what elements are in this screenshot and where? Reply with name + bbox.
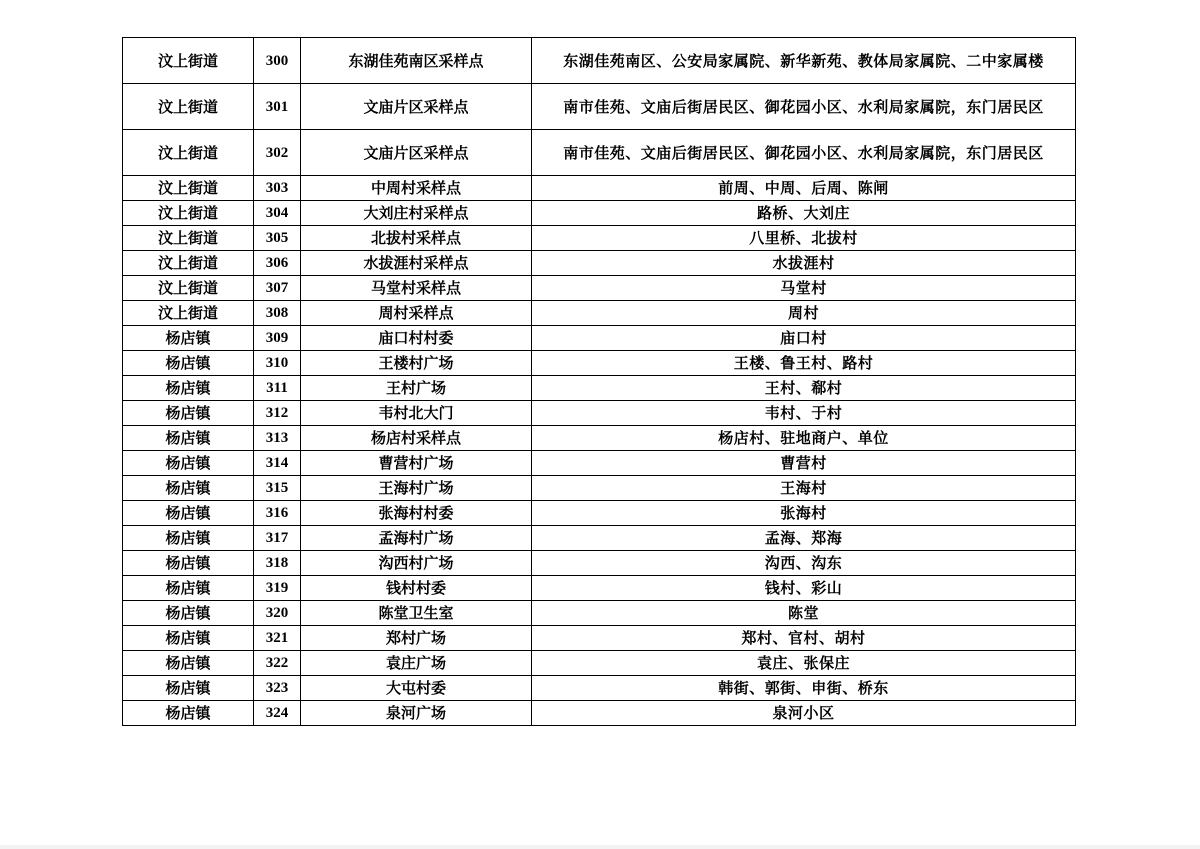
area-cell: 前周、中周、后周、陈闸	[532, 176, 1076, 201]
number-cell: 300	[254, 38, 301, 84]
area-cell: 南市佳苑、文庙后街居民区、御花园小区、水利局家属院，东门居民区	[532, 130, 1076, 176]
town-cell: 汶上街道	[123, 130, 254, 176]
table-row	[123, 601, 1076, 626]
page-bottom-edge	[0, 845, 1200, 849]
area-cell: 东湖佳苑南区、公安局家属院、新华新苑、教体局家属院、二中家属楼	[532, 38, 1076, 84]
town-cell: 杨店镇	[123, 401, 254, 426]
site-cell: 东湖佳苑南区采样点	[301, 38, 532, 84]
area-cell: 张海村	[532, 501, 1076, 526]
number-cell: 315	[254, 476, 301, 501]
site-cell: 孟海村广场	[301, 526, 532, 551]
town-cell: 杨店镇	[123, 576, 254, 601]
town-cell: 杨店镇	[123, 426, 254, 451]
area-cell: 马堂村	[532, 276, 1076, 301]
area-cell: 韦村、于村	[532, 401, 1076, 426]
area-cell: 王村、郗村	[532, 376, 1076, 401]
number-cell: 322	[254, 651, 301, 676]
town-cell: 杨店镇	[123, 351, 254, 376]
sampling-sites-table	[122, 37, 1076, 726]
site-cell: 钱村村委	[301, 576, 532, 601]
table-row	[123, 38, 1076, 84]
table-row	[123, 701, 1076, 726]
table-row	[123, 201, 1076, 226]
site-cell: 王村广场	[301, 376, 532, 401]
area-cell: 八里桥、北拔村	[532, 226, 1076, 251]
table-row	[123, 84, 1076, 130]
site-cell: 马堂村采样点	[301, 276, 532, 301]
table-row	[123, 226, 1076, 251]
town-cell: 杨店镇	[123, 326, 254, 351]
table-row	[123, 251, 1076, 276]
site-cell: 周村采样点	[301, 301, 532, 326]
area-cell: 南市佳苑、文庙后街居民区、御花园小区、水利局家属院，东门居民区	[532, 84, 1076, 130]
table-row	[123, 676, 1076, 701]
site-cell: 文庙片区采样点	[301, 84, 532, 130]
area-cell: 路桥、大刘庄	[532, 201, 1076, 226]
number-cell: 324	[254, 701, 301, 726]
area-cell: 沟西、沟东	[532, 551, 1076, 576]
site-cell: 郑村广场	[301, 626, 532, 651]
number-cell: 317	[254, 526, 301, 551]
table-row	[123, 501, 1076, 526]
town-cell: 杨店镇	[123, 376, 254, 401]
area-cell: 王海村	[532, 476, 1076, 501]
number-cell: 303	[254, 176, 301, 201]
town-cell: 杨店镇	[123, 526, 254, 551]
number-cell: 319	[254, 576, 301, 601]
site-cell: 大刘庄村采样点	[301, 201, 532, 226]
table-row	[123, 451, 1076, 476]
site-cell: 庙口村村委	[301, 326, 532, 351]
table-row	[123, 476, 1076, 501]
table-body	[123, 38, 1076, 726]
area-cell: 韩街、郭街、申街、桥东	[532, 676, 1076, 701]
area-cell: 袁庄、张保庄	[532, 651, 1076, 676]
number-cell: 323	[254, 676, 301, 701]
area-cell: 杨店村、驻地商户、单位	[532, 426, 1076, 451]
site-cell: 曹营村广场	[301, 451, 532, 476]
table-row	[123, 426, 1076, 451]
number-cell: 310	[254, 351, 301, 376]
site-cell: 杨店村采样点	[301, 426, 532, 451]
table-row	[123, 376, 1076, 401]
town-cell: 汶上街道	[123, 176, 254, 201]
town-cell: 杨店镇	[123, 676, 254, 701]
table-row	[123, 651, 1076, 676]
site-cell: 文庙片区采样点	[301, 130, 532, 176]
area-cell: 水拔涯村	[532, 251, 1076, 276]
number-cell: 308	[254, 301, 301, 326]
town-cell: 杨店镇	[123, 701, 254, 726]
area-cell: 周村	[532, 301, 1076, 326]
town-cell: 汶上街道	[123, 276, 254, 301]
number-cell: 302	[254, 130, 301, 176]
number-cell: 321	[254, 626, 301, 651]
number-cell: 301	[254, 84, 301, 130]
town-cell: 杨店镇	[123, 651, 254, 676]
table-row	[123, 301, 1076, 326]
town-cell: 杨店镇	[123, 476, 254, 501]
table-row	[123, 401, 1076, 426]
table-row	[123, 526, 1076, 551]
site-cell: 大屯村委	[301, 676, 532, 701]
table-row	[123, 576, 1076, 601]
site-cell: 张海村村委	[301, 501, 532, 526]
town-cell: 杨店镇	[123, 626, 254, 651]
site-cell: 袁庄广场	[301, 651, 532, 676]
town-cell: 汶上街道	[123, 301, 254, 326]
number-cell: 304	[254, 201, 301, 226]
town-cell: 杨店镇	[123, 551, 254, 576]
number-cell: 320	[254, 601, 301, 626]
table-row	[123, 626, 1076, 651]
number-cell: 314	[254, 451, 301, 476]
site-cell: 王海村广场	[301, 476, 532, 501]
site-cell: 北拔村采样点	[301, 226, 532, 251]
site-cell: 王楼村广场	[301, 351, 532, 376]
site-cell: 泉河广场	[301, 701, 532, 726]
area-cell: 郑村、官村、胡村	[532, 626, 1076, 651]
town-cell: 杨店镇	[123, 501, 254, 526]
site-cell: 陈堂卫生室	[301, 601, 532, 626]
number-cell: 306	[254, 251, 301, 276]
table-row	[123, 276, 1076, 301]
site-cell: 中周村采样点	[301, 176, 532, 201]
number-cell: 318	[254, 551, 301, 576]
table-row	[123, 351, 1076, 376]
town-cell: 汶上街道	[123, 251, 254, 276]
table-row	[123, 326, 1076, 351]
town-cell: 汶上街道	[123, 38, 254, 84]
table-row	[123, 176, 1076, 201]
town-cell: 汶上街道	[123, 226, 254, 251]
table-row	[123, 551, 1076, 576]
site-cell: 水拔涯村采样点	[301, 251, 532, 276]
town-cell: 杨店镇	[123, 601, 254, 626]
number-cell: 312	[254, 401, 301, 426]
area-cell: 庙口村	[532, 326, 1076, 351]
number-cell: 311	[254, 376, 301, 401]
area-cell: 钱村、彩山	[532, 576, 1076, 601]
table-row	[123, 130, 1076, 176]
number-cell: 313	[254, 426, 301, 451]
area-cell: 泉河小区	[532, 701, 1076, 726]
area-cell: 曹营村	[532, 451, 1076, 476]
town-cell: 汶上街道	[123, 84, 254, 130]
site-cell: 韦村北大门	[301, 401, 532, 426]
number-cell: 316	[254, 501, 301, 526]
area-cell: 陈堂	[532, 601, 1076, 626]
town-cell: 汶上街道	[123, 201, 254, 226]
site-cell: 沟西村广场	[301, 551, 532, 576]
town-cell: 杨店镇	[123, 451, 254, 476]
number-cell: 305	[254, 226, 301, 251]
number-cell: 307	[254, 276, 301, 301]
number-cell: 309	[254, 326, 301, 351]
area-cell: 王楼、鲁王村、路村	[532, 351, 1076, 376]
area-cell: 孟海、郑海	[532, 526, 1076, 551]
